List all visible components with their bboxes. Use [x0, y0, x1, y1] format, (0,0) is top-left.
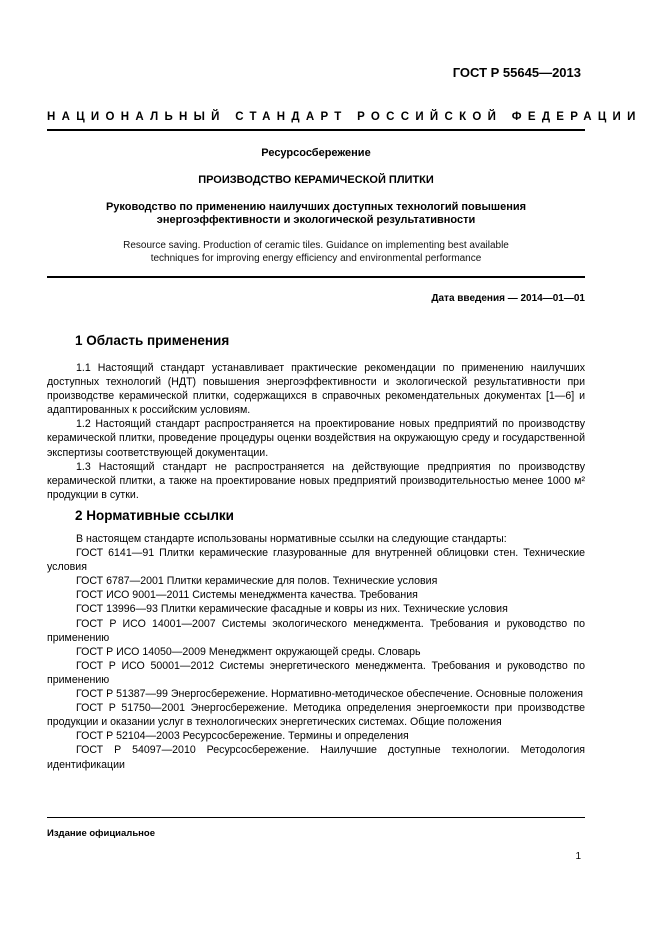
- title-subtitle-line1: Руководство по применению наилучших доступных технологий повышения: [105, 201, 527, 213]
- reference-item: ГОСТ Р 51387—99 Энергосбережение. Нормативно-методическое обеспечение. Основные положения: [76, 688, 583, 701]
- section1-body: [47, 361, 585, 502]
- standard-number: ГОСТ Р 55645—2013: [452, 65, 581, 80]
- title-english-line1: Resource saving. Production of ceramic tiles. Guidance on implementing best available: [123, 240, 509, 251]
- date-of-introduction: Дата введения — 2014—01—01: [431, 293, 585, 304]
- reference-item: ГОСТ 6787—2001 Плитки керамические для полов. Технические условия: [76, 575, 438, 588]
- footer-rule: [47, 817, 585, 818]
- section2-body: [47, 532, 585, 772]
- title-rule: [47, 276, 585, 278]
- reference-item: ГОСТ 13996—93 Плитки керамические фасадные и ковры из них. Технические условия: [76, 603, 508, 616]
- reference-item: ГОСТ Р ИСО 14001—2007 Системы экологического менеджмента. Требования и руководство по применению: [47, 617, 585, 644]
- section1-paragraph: 1.1 Настоящий стандарт устанавливает практические рекомендации по применению наилучших доступных технологий (НДТ) повышения энергоэффективности и экологической результативности при производстве керамической плитки, содержащихся в справочных рекомендательных документах [1—6] и адаптированных к российским условиям.: [47, 362, 585, 417]
- section1-heading: 1 Область применения: [75, 333, 230, 348]
- reference-item: ГОСТ Р ИСО 50001—2012 Системы энергетического менеджмента. Требования и руководство по применению: [47, 659, 585, 686]
- reference-item: ГОСТ Р 52104—2003 Ресурсосбережение. Термины и определения: [76, 730, 409, 743]
- section2-intro: В настоящем стандарте использованы нормативные ссылки на следующие стандарты:: [76, 533, 507, 545]
- header-rule: [47, 129, 585, 131]
- reference-item: ГОСТ Р 51750—2001 Энергосбережение. Методика определения энергоемкости при производстве продукции и оказании услуг в технологических энергетических системах. Общие положения: [47, 702, 585, 729]
- section1-paragraph: 1.2 Настоящий стандарт распространяется на проектирование новых предприятий по производству керамической плитки, проведение процедуры оценки воздействия на окружающую среду и государственной экспертизы соответствующей документации.: [47, 418, 585, 459]
- section1-paragraph: 1.3 Настоящий стандарт не распространяется на действующие предприятия по производству керамической плитки, а также на проектирование новых предприятий производительностью менее 1000 м² продукции в сутки.: [47, 460, 585, 501]
- reference-item: ГОСТ Р 54097—2010 Ресурсосбережение. Наилучшие доступные технологии. Методология идентификации: [47, 744, 585, 771]
- reference-item: ГОСТ 6141—91 Плитки керамические глазурованные для внутренней облицовки стен. Технические условия: [47, 547, 585, 574]
- title-english-line2: techniques for improving energy efficiency and environmental performance: [150, 253, 482, 264]
- title-main: ПРОИЗВОДСТВО КЕРАМИЧЕСКОЙ ПЛИТКИ: [198, 174, 434, 186]
- official-edition-label: Издание официальное: [47, 828, 155, 839]
- section2-heading: 2 Нормативные ссылки: [75, 508, 234, 523]
- page-number: 1: [575, 851, 581, 862]
- reference-item: ГОСТ ИСО 9001—2011 Системы менеджмента качества. Требования: [76, 589, 418, 602]
- reference-item: ГОСТ Р ИСО 14050—2009 Менеджмент окружающей среды. Словарь: [76, 645, 421, 658]
- national-standard-banner: НАЦИОНАЛЬНЫЙ СТАНДАРТ РОССИЙСКОЙ ФЕДЕРАЦИИ: [47, 111, 642, 123]
- title-subtitle-line2: энергоэффективности и экологической результативности: [156, 214, 476, 226]
- title-category: Ресурсосбережение: [261, 147, 371, 159]
